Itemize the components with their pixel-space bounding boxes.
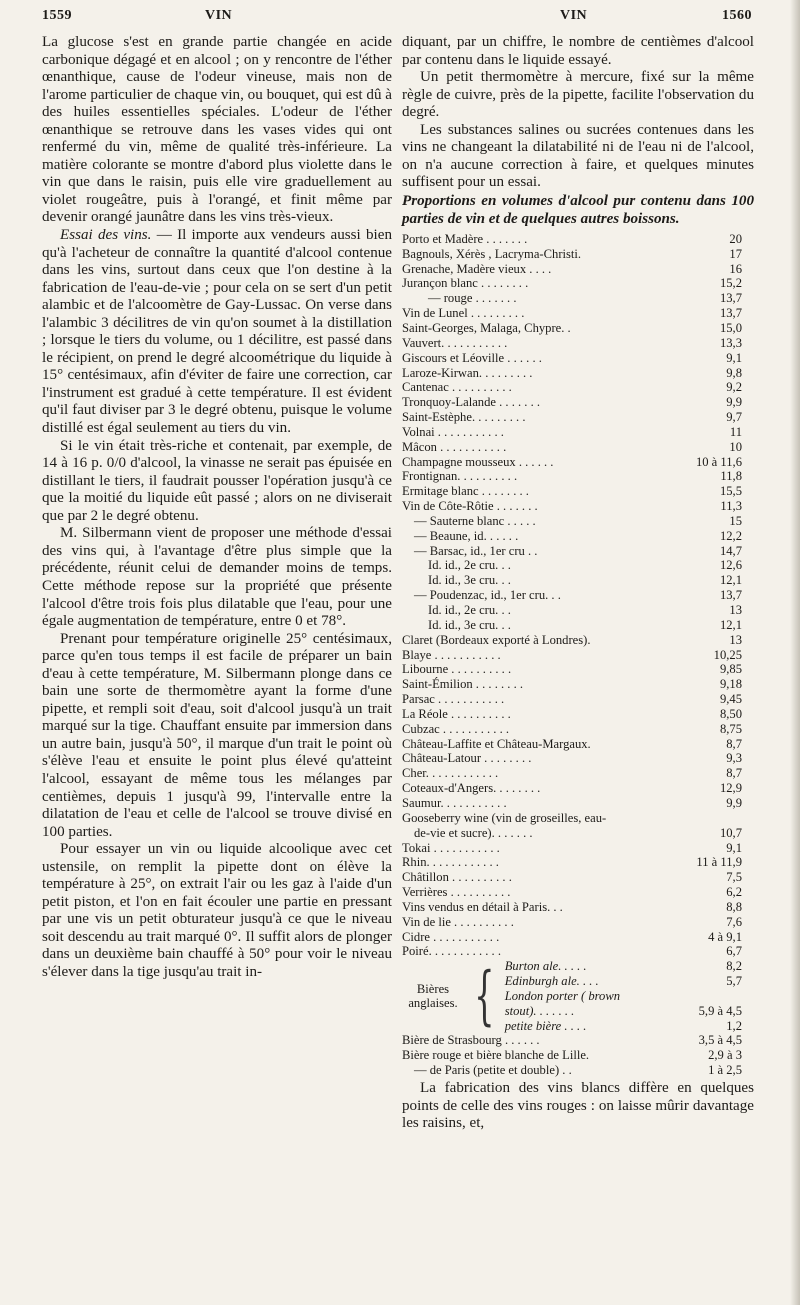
beverage-name: Id. id., 3e cru. . .	[428, 617, 511, 632]
beverage-name: Id. id., 3e cru. . .	[428, 573, 511, 588]
beverage-name: Champagne mousseux . . . . . .	[402, 454, 554, 469]
beverage-name: Poiré. . . . . . . . . . . .	[402, 944, 501, 959]
table-row	[402, 811, 754, 826]
alcohol-percent: 9,8	[726, 365, 742, 380]
beverage-name: Cidre . . . . . . . . . . .	[402, 929, 500, 944]
alcohol-percent: 14,7	[719, 543, 742, 558]
alcohol-percent: 8,7	[726, 766, 742, 781]
left-page-number: 1559	[42, 8, 72, 23]
beer-group-label-line: Bières	[416, 982, 450, 997]
alcohol-percent: 17	[729, 246, 742, 261]
beverage-name: Ermitage blanc . . . . . . . .	[402, 484, 529, 499]
alcohol-percent: 10 à 11,6	[695, 454, 742, 469]
alcohol-percent: 3,5 à 4,5	[698, 1033, 742, 1048]
alcohol-percent: 8,50	[719, 706, 742, 721]
paragraph: La glucose s'est en grande partie changée en acide carbonique dégagé et en alcool ; on y rencontre de l'éther œnanthique, cause de l'odeur vineuse, mais non de l'arome particulier de chaque vin, ou bouquet, qui est dû à des huiles essentielles spéciales. L'odeur de l'éther œnanthique se retrouve dans les vases vides qui ont renfermé du vin, même de qualité très-inférieure. La matière colorante se montre d'abord plus violette dans le vin que dans le raisin, puis elle vire graduellement au violet rougeâtre, puis à l'orangé, et finit même par devenir orangé jaunâtre dans les vins très-vieux.	[42, 34, 392, 226]
page-edge-shadow	[790, 0, 800, 1305]
beverage-name: Vin de lie . . . . . . . . . .	[402, 914, 514, 929]
table-row	[402, 425, 754, 440]
table-row	[402, 930, 754, 945]
beverage-name: Cher. . . . . . . . . . . .	[402, 766, 499, 781]
beverage-name: Saint-Émilion . . . . . . . .	[402, 677, 524, 692]
alcohol-percent: 9,18	[719, 677, 742, 692]
beverage-name: Saumur. . . . . . . . . . .	[402, 795, 507, 810]
paragraph: M. Silbermann vient de proposer une méthode d'essai des vins qui, à l'avantage d'être plus simple que la précédente, réunit celui de demander moins de temps. Cette méthode repose sur la propriété que présente l'alcool d'être trois fois plus dilatable que l'eau, pour une égale augmentation de température, entre 0 et 78°.	[42, 525, 392, 630]
alcohol-percent: 5,9 à 4,5	[698, 1003, 742, 1018]
beverage-name: Jurançon blanc . . . . . . . .	[402, 276, 529, 291]
alcohol-percent: 12,9	[719, 781, 742, 796]
beverage-name: Saint-Georges, Malaga, Chypre. .	[402, 320, 571, 335]
alcohol-percent: 8,8	[726, 899, 742, 914]
beer-name: London porter ( brown	[504, 988, 621, 1003]
table-row	[402, 321, 754, 336]
table-row	[402, 885, 754, 900]
table-row	[402, 440, 754, 455]
table-row	[402, 544, 754, 559]
alcohol-percent: 11,8	[720, 469, 742, 484]
english-beers-group	[402, 959, 754, 1033]
table-row	[402, 751, 754, 766]
paragraph: diquant, par un chiffre, le nombre de centièmes d'alcool par contenu dans le liquide essayé.	[402, 34, 754, 68]
beverage-name: Vins vendus en détail à Paris. . .	[402, 899, 563, 914]
alcohol-percent: 7,6	[726, 914, 742, 929]
table-row	[402, 603, 754, 618]
table-row	[402, 633, 754, 648]
beverage-name: Giscours et Léoville . . . . . .	[402, 350, 542, 365]
alcohol-percent: 1 à 2,5	[708, 1063, 742, 1078]
beverage-name: Mâcon . . . . . . . . . . .	[402, 439, 507, 454]
alcohol-percent: 12,6	[719, 558, 742, 573]
table-row	[402, 826, 754, 841]
table-row	[402, 291, 754, 306]
table-row	[402, 618, 754, 633]
alcohol-percent: 9,3	[726, 751, 742, 766]
alcohol-percent: 13,3	[719, 335, 742, 350]
beverage-name: Château-Latour . . . . . . . .	[402, 751, 532, 766]
alcohol-percent: 13	[729, 603, 742, 618]
alcohol-percent: 9,1	[726, 840, 742, 855]
alcohol-percent: 9,45	[719, 692, 742, 707]
table-row	[402, 1063, 754, 1078]
closing-paragraph: La fabrication des vins blancs diffère en quelques points de celle des vins rouges : on laisse mûrir davantage les raisins, et,	[402, 1080, 754, 1132]
alcohol-percent: 11	[729, 424, 742, 439]
beverage-name: Coteaux-d'Angers. . . . . . . .	[402, 781, 541, 796]
beverage-name: Châtillon . . . . . . . . . .	[402, 870, 512, 885]
alcohol-percent: 15,5	[719, 484, 742, 499]
table-row	[402, 692, 754, 707]
table-heading: Proportions en volumes d'alcool pur contenu dans 100 parties de vin et de quelques autres boissons.	[402, 192, 754, 227]
paragraph: Prenant pour température originelle 25° centésimaux, parce qu'en tous temps il est facile de préparer un bain d'eau à cette température, M. Silbermann plonge dans ce bain une sorte de thermomètre ayant la forme d'une pipette, et rempli soit d'eau, soit d'alcool jusqu'à un trait marqué sur la tige. Chauffant ensuite par immersion dans un autre bain, jusqu'à 50°, il marque d'un trait le point où s'élève l'eau et ensuite le point plus élevé qu'atteint l'alcool, essayant de même tous les mélanges par centièmes, depuis 1 jusqu'à 99, l'intervalle entre la dilatation de l'eau et celle de l'alcool se trouve divisé en 100 parties.	[42, 630, 392, 840]
beverage-name: Château-Laffite et Château-Margaux.	[402, 736, 591, 751]
alcohol-percent: 9,2	[726, 380, 742, 395]
table-row	[402, 455, 754, 470]
alcohol-percent: 9,1	[726, 350, 742, 365]
beverage-name: Verrières . . . . . . . . . .	[402, 885, 511, 900]
alcohol-table-continued	[402, 1033, 754, 1078]
alcohol-percent: 13	[729, 632, 742, 647]
alcohol-percent: 12,1	[719, 617, 742, 632]
table-row	[402, 870, 754, 885]
beverage-name: Bagnouls, Xérès , Lacryma-Christi.	[402, 246, 582, 261]
table-row	[402, 380, 754, 395]
table-row	[402, 484, 754, 499]
table-row	[402, 796, 754, 811]
beverage-name: Bière de Strasbourg . . . . . .	[402, 1033, 540, 1048]
alcohol-percent: 15,2	[719, 276, 742, 291]
beer-row	[402, 959, 754, 974]
alcohol-percent: 8,75	[719, 721, 742, 736]
paragraph-text: — Il importe aux vendeurs aussi bien qu'à l'acheteur de connaître la quantité d'alcool contenue dans les vins, surtout dans ceux que l'on destine à la fabrication de l'eau-de-vie ; pour cela on se sert d'un petit alambic et de l'alcoomètre de Gay-Lussac. On verse dans l'alambic 3 décilitres de vin qu'on soumet à la distillation ; lorsque le tiers du volume, ou 1 décilitre, est passé dans le récipient, on prend le degré alcoométrique du liquide à 15° centésimaux, afin d'éviter de faire une correction, car l'instrument est gradué à cette température. Il est évident qu'il faut diviser par 3 le degré obtenu, puisque le volume distillé est égal seulement au tiers du vin.	[42, 227, 392, 437]
table-row	[402, 1048, 754, 1063]
table-row	[402, 366, 754, 381]
beverage-name: La Réole . . . . . . . . . .	[402, 706, 511, 721]
beer-group-label	[402, 959, 464, 1033]
curly-brace-icon: {	[474, 959, 495, 1034]
beverage-name: — Beaune, id. . . . . .	[414, 528, 519, 543]
beverage-name: Saint-Estèphe. . . . . . . . .	[402, 410, 526, 425]
table-row	[402, 781, 754, 796]
beverage-name: — Sauterne blanc . . . . .	[414, 513, 536, 528]
section-title: Essai des vins.	[60, 227, 152, 244]
alcohol-percent: 13,7	[719, 291, 742, 306]
table-row	[402, 351, 754, 366]
table-row	[402, 1033, 754, 1048]
alcohol-percent: 16	[729, 261, 742, 276]
beverage-name: Bière rouge et bière blanche de Lille.	[402, 1048, 590, 1063]
table-row	[402, 766, 754, 781]
beverage-name: — Poudenzac, id., 1er cru. . .	[414, 588, 561, 603]
beer-name: Edinburgh ale. . . .	[504, 974, 599, 989]
alcohol-percent: 5,7	[726, 974, 742, 989]
beer-group-label-line: anglaises.	[408, 996, 458, 1011]
beverage-name: Blaye . . . . . . . . . . .	[402, 647, 501, 662]
table-row	[402, 648, 754, 663]
table-row	[402, 722, 754, 737]
alcohol-percent: 11,3	[720, 499, 742, 514]
table-row	[402, 247, 754, 262]
beverage-name: Volnai . . . . . . . . . . .	[402, 424, 504, 439]
table-row	[402, 499, 754, 514]
paragraph: Un petit thermomètre à mercure, fixé sur la même règle de cuivre, près de la pipette, facilite l'observation du degré.	[402, 69, 754, 121]
beverage-name: Cantenac . . . . . . . . . .	[402, 380, 512, 395]
beverage-name: — de Paris (petite et double) . .	[414, 1063, 572, 1078]
table-row	[402, 855, 754, 870]
table-row	[402, 514, 754, 529]
table-row	[402, 395, 754, 410]
alcohol-percent: 2,9 à 3	[708, 1048, 742, 1063]
beverage-name: Id. id., 2e cru. . .	[428, 558, 511, 573]
alcohol-percent: 15,0	[719, 320, 742, 335]
alcohol-percent: 20	[729, 231, 742, 246]
table-row	[402, 336, 754, 351]
paragraph-essai	[42, 227, 392, 438]
left-running-title: VIN	[205, 8, 233, 23]
paragraph: Pour essayer un vin ou liquide alcoolique avec cet ustensile, on remplit la pipette dont on élève la température à 25°, on extrait l'air ou les gaz à l'aide d'un petit piston, et l'on en fait écouler une partie en pressant par une vis un petit obturateur jusqu'à ce que le niveau soit descendu au trait marqué 0°. Il suffit alors de plonger dans un deuxième bain chauffé à 50° pour voir le niveau s'élever dans la tige jusqu'au trait in-	[42, 841, 392, 980]
beverage-name: de-vie et sucre). . . . . . .	[414, 825, 533, 840]
right-column	[402, 34, 754, 1133]
beverage-name: Vauvert. . . . . . . . . . .	[402, 335, 508, 350]
beverage-name: Frontignan. . . . . . . . . .	[402, 469, 518, 484]
beverage-name: Tronquoy-Lalande . . . . . . .	[402, 395, 541, 410]
alcohol-percent: 7,5	[726, 870, 742, 885]
table-row	[402, 306, 754, 321]
table-row	[402, 573, 754, 588]
table-row	[402, 944, 754, 959]
alcohol-percent: 6,2	[726, 885, 742, 900]
alcohol-percent: 15	[729, 513, 742, 528]
beverage-name: Vin de Lunel . . . . . . . . .	[402, 306, 525, 321]
alcohol-percent: 1,2	[726, 1018, 742, 1033]
alcohol-percent: 12,1	[719, 573, 742, 588]
table-row	[402, 900, 754, 915]
alcohol-percent: 6,7	[726, 944, 742, 959]
beer-name: stout). . . . . . .	[504, 1003, 575, 1018]
alcohol-percent: 10,25	[713, 647, 742, 662]
alcohol-percent: 9,9	[726, 395, 742, 410]
table-row	[402, 558, 754, 573]
beer-name: petite bière . . . .	[504, 1018, 587, 1033]
beverage-name: Tokai . . . . . . . . . . .	[402, 840, 500, 855]
right-page-number: 1560	[722, 8, 752, 23]
paragraph: Les substances salines ou sucrées contenues dans les vins ne changeant la dilatabilité ni de l'eau ni de l'alcool, on n'a aucune correction à faire, et quelques minutes suffisent pour un essai.	[402, 121, 754, 191]
beverage-name: Parsac . . . . . . . . . . .	[402, 692, 505, 707]
table-row	[402, 410, 754, 425]
alcohol-percent: 9,7	[726, 410, 742, 425]
beverage-name: Porto et Madère . . . . . . .	[402, 231, 528, 246]
alcohol-percent: 13,7	[719, 306, 742, 321]
alcohol-percent: 9,9	[726, 795, 742, 810]
table-row	[402, 677, 754, 692]
alcohol-percent: 9,85	[719, 662, 742, 677]
table-row	[402, 232, 754, 247]
table-row	[402, 707, 754, 722]
table-row	[402, 262, 754, 277]
beverage-name: Claret (Bordeaux exporté à Londres).	[402, 632, 591, 647]
alcohol-percent: 8,2	[726, 959, 742, 974]
beverage-name: Grenache, Madère vieux . . . .	[402, 261, 552, 276]
beverage-name: — Barsac, id., 1er cru . .	[414, 543, 538, 558]
alcohol-percent	[684, 989, 754, 1004]
left-column	[42, 34, 392, 982]
beverage-name: Cubzac . . . . . . . . . . .	[402, 721, 510, 736]
table-row	[402, 588, 754, 603]
beverage-name: Rhin. . . . . . . . . . . .	[402, 855, 499, 870]
alcohol-table	[402, 232, 754, 959]
alcohol-percent: 10	[729, 439, 742, 454]
beverage-name: Libourne . . . . . . . . . .	[402, 662, 512, 677]
paragraph: Si le vin était très-riche et contenait, par exemple, de 14 à 16 p. 0/0 d'alcool, la vinasse ne serait pas épuisée en distillant le tiers, il faudrait pousser l'opération jusqu'à ce que la moitié du liquide eût passé ; alors on ne diviserait que par 2 le degré obtenu.	[42, 437, 392, 524]
right-running-title: VIN	[560, 8, 588, 23]
alcohol-percent: 4 à 9,1	[708, 929, 742, 944]
alcohol-percent: 10,7	[719, 825, 742, 840]
alcohol-percent: 8,7	[726, 736, 742, 751]
alcohol-percent: 11 à 11,9	[696, 855, 742, 870]
beverage-name: Vin de Côte-Rôtie . . . . . . .	[402, 499, 538, 514]
table-row	[402, 529, 754, 544]
beverage-name: Id. id., 2e cru. . .	[428, 603, 511, 618]
beverage-name: Gooseberry wine (vin de groseilles, eau-	[402, 810, 607, 825]
alcohol-percent: 13,7	[719, 588, 742, 603]
table-row	[402, 662, 754, 677]
table-row	[402, 737, 754, 752]
beverage-name: Laroze-Kirwan. . . . . . . . .	[402, 365, 533, 380]
alcohol-percent: 12,2	[719, 528, 742, 543]
alcohol-percent	[684, 811, 754, 826]
table-row	[402, 276, 754, 291]
beverage-name: — rouge . . . . . . .	[428, 291, 517, 306]
beer-name: Burton ale. . . . .	[504, 959, 587, 974]
table-row	[402, 841, 754, 856]
table-row	[402, 469, 754, 484]
table-row	[402, 915, 754, 930]
